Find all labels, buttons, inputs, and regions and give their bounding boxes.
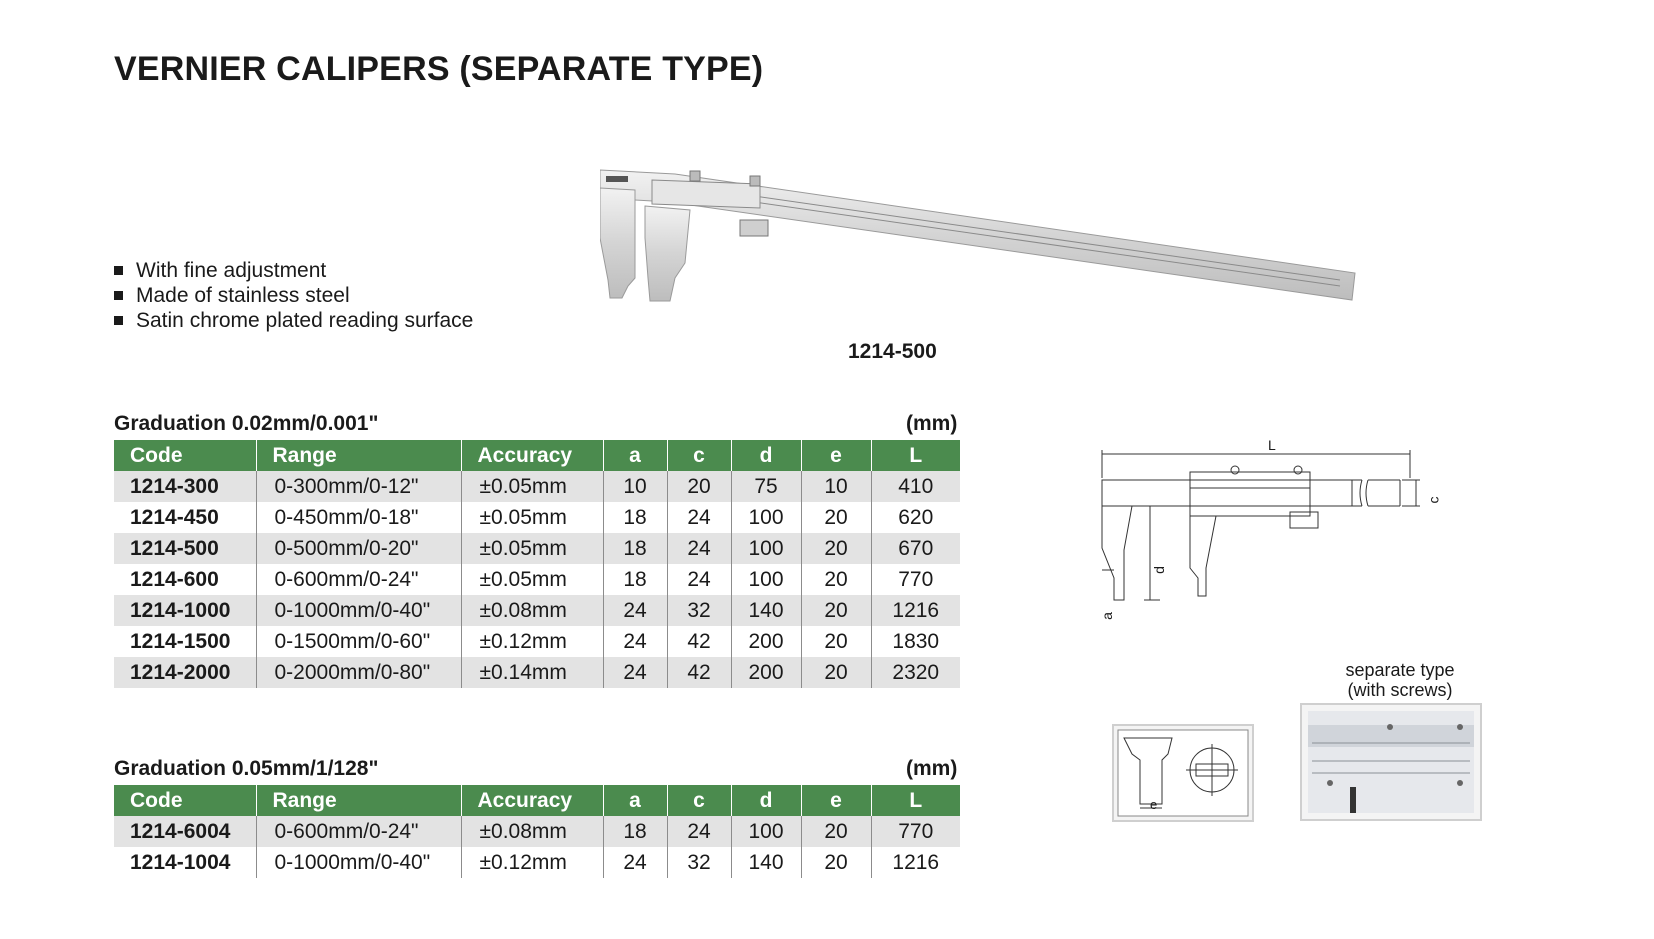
table-row [114,816,960,847]
unit-label-2: (mm) [906,757,958,780]
cell-accuracy: ±0.14mm [461,657,603,688]
cell-accuracy: ±0.12mm [461,626,603,657]
cell-c: 32 [667,595,731,626]
col-header-accuracy: Accuracy [461,785,603,816]
col-header-l: L [871,785,960,816]
cell-e: 20 [801,847,871,878]
cell-d: 100 [731,816,801,847]
cell-d: 100 [731,533,801,564]
cell-code: 1214-500 [114,533,256,564]
table-row [114,533,960,564]
col-header-code: Code [114,785,256,816]
jaw-detail-image [1112,724,1254,822]
cell-c: 24 [667,564,731,595]
cell-c: 42 [667,626,731,657]
cell-d: 100 [731,502,801,533]
cell-range: 0-2000mm/0-80" [256,657,461,688]
feature-list [114,258,473,333]
table-row [114,471,960,502]
cell-c: 24 [667,502,731,533]
cell-e: 20 [801,502,871,533]
table-row [114,502,960,533]
cell-d: 75 [731,471,801,502]
col-header-accuracy: Accuracy [461,440,603,471]
cell-accuracy: ±0.12mm [461,847,603,878]
col-header-range: Range [256,440,461,471]
cell-a: 24 [603,657,667,688]
cell-l: 2320 [871,657,960,688]
cell-a: 24 [603,626,667,657]
cell-e: 20 [801,657,871,688]
dim-label-l: L [1268,437,1276,453]
bullet-icon [114,291,123,300]
cell-a: 24 [603,595,667,626]
cell-code: 1214-1000 [114,595,256,626]
cell-accuracy: ±0.05mm [461,564,603,595]
spec-table-1 [114,440,960,688]
feature-item: With fine adjustment [114,258,473,283]
cell-l: 410 [871,471,960,502]
cell-accuracy: ±0.08mm [461,816,603,847]
col-header-a: a [603,440,667,471]
cell-range: 0-1500mm/0-60" [256,626,461,657]
cell-range: 0-600mm/0-24" [256,816,461,847]
cell-e: 20 [801,533,871,564]
cell-a: 24 [603,847,667,878]
dimension-drawing [1100,438,1430,638]
cell-e: 10 [801,471,871,502]
unit-label-1: (mm) [906,412,958,435]
cell-accuracy: ±0.05mm [461,502,603,533]
cell-range: 0-600mm/0-24" [256,564,461,595]
bullet-icon [114,316,123,325]
cell-e: 20 [801,626,871,657]
col-header-code: Code [114,440,256,471]
cell-range: 0-1000mm/0-40" [256,847,461,878]
cell-accuracy: ±0.05mm [461,533,603,564]
cell-c: 20 [667,471,731,502]
cell-d: 200 [731,626,801,657]
graduation-heading-2: Graduation 0.05mm/1/128" [114,757,379,780]
col-header-l: L [871,440,960,471]
bullet-icon [114,266,123,275]
separate-type-caption: separate type (with screws) [1345,660,1455,700]
cell-d: 200 [731,657,801,688]
table-row [114,626,960,657]
feature-item: Satin chrome plated reading surface [114,308,473,333]
cell-accuracy: ±0.05mm [461,471,603,502]
col-header-c: c [667,440,731,471]
cell-code: 1214-1004 [114,847,256,878]
table-row [114,847,960,878]
cell-code: 1214-450 [114,502,256,533]
cell-range: 0-500mm/0-20" [256,533,461,564]
cell-l: 670 [871,533,960,564]
cell-e: 20 [801,595,871,626]
cell-a: 18 [603,564,667,595]
table-row [114,657,960,688]
dim-label-d: d [1150,566,1167,574]
col-header-e: e [801,440,871,471]
graduation-heading-1: Graduation 0.02mm/0.001" [114,412,379,435]
product-code-label: 1214-500 [848,340,937,363]
cell-range: 0-450mm/0-18" [256,502,461,533]
dim-label-e: e [1150,797,1158,812]
cell-code: 1214-6004 [114,816,256,847]
cell-a: 18 [603,533,667,564]
cell-c: 42 [667,657,731,688]
col-header-d: d [731,440,801,471]
page-title: VERNIER CALIPERS (SEPARATE TYPE) [114,50,764,88]
col-header-range: Range [256,785,461,816]
cell-d: 100 [731,564,801,595]
feature-item: Made of stainless steel [114,283,473,308]
cell-d: 140 [731,847,801,878]
cell-l: 1830 [871,626,960,657]
table-header-row [114,440,960,471]
cell-code: 1214-300 [114,471,256,502]
col-header-c: c [667,785,731,816]
cell-a: 18 [603,502,667,533]
dim-label-a: a [1098,612,1115,620]
cell-e: 20 [801,816,871,847]
cell-code: 1214-600 [114,564,256,595]
cell-l: 770 [871,816,960,847]
cell-code: 1214-2000 [114,657,256,688]
dim-label-c: c [1425,496,1442,504]
table-header-row [114,785,960,816]
col-header-e: e [801,785,871,816]
separate-type-image [1300,703,1482,821]
cell-c: 24 [667,533,731,564]
table-row [114,595,960,626]
col-header-a: a [603,785,667,816]
cell-l: 620 [871,502,960,533]
cell-code: 1214-1500 [114,626,256,657]
table-row [114,564,960,595]
cell-accuracy: ±0.08mm [461,595,603,626]
spec-table-2 [114,785,960,878]
cell-l: 1216 [871,595,960,626]
cell-c: 32 [667,847,731,878]
cell-l: 770 [871,564,960,595]
cell-l: 1216 [871,847,960,878]
col-header-d: d [731,785,801,816]
cell-a: 18 [603,816,667,847]
cell-range: 0-300mm/0-12" [256,471,461,502]
cell-c: 24 [667,816,731,847]
cell-d: 140 [731,595,801,626]
cell-range: 0-1000mm/0-40" [256,595,461,626]
caliper-product-image [600,168,1360,333]
cell-a: 10 [603,471,667,502]
cell-e: 20 [801,564,871,595]
